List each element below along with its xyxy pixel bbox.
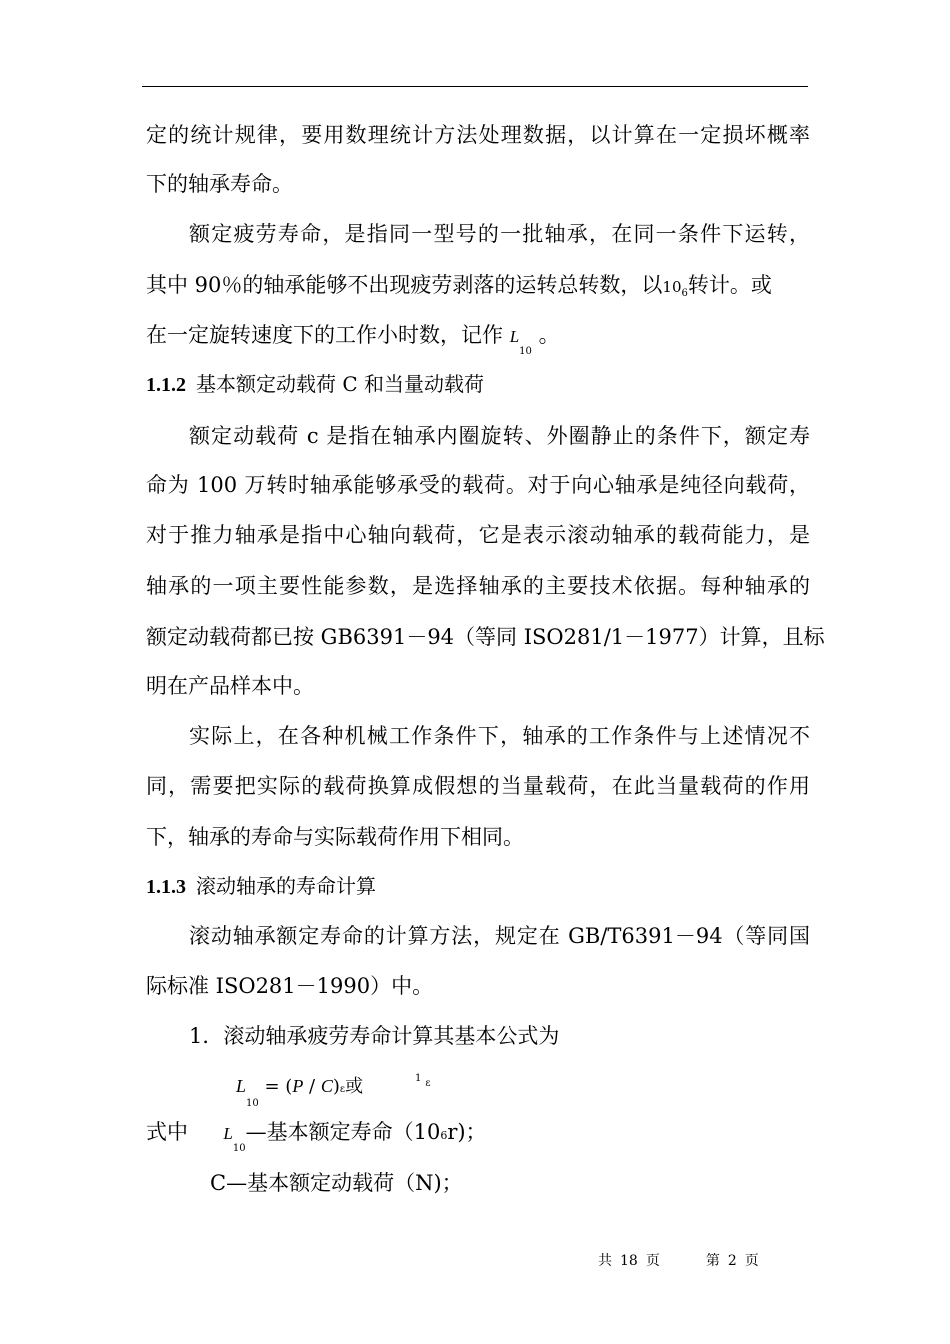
body-line: 额定动载荷都已按 GB6391－94（等同 ISO281/1－1977）计算，且标 (146, 625, 825, 649)
text: 或 (345, 1076, 364, 1097)
paragraph-line (189, 220, 810, 248)
header-rule (142, 86, 808, 87)
page-footer (598, 1250, 767, 1270)
exponent: 1 (415, 1073, 422, 1084)
superscript-text: 6 (681, 288, 688, 299)
page-number: 2 (727, 1253, 737, 1269)
body-line: 同，需要把实际的载荷换算成假想的当量载荷，在此当量载荷的作用 (146, 774, 810, 798)
body-line: 际标准 ISO281－1990）中。 (146, 974, 434, 998)
text: 其中 90％的轴承能够不出现疲劳剥落的运转总转数，以 (146, 273, 663, 297)
body-line: 命为 100 万转时轴承能够承受的载荷。对于向心轴承是纯径向载荷， (146, 473, 810, 497)
text: 转计。或 (687, 273, 772, 297)
body-line: 轴承的一项主要性能参数，是选择轴承的主要技术依据。每种轴承的 (146, 574, 810, 598)
footer-text: 页 (645, 1253, 660, 1269)
exponent: ε (339, 1084, 346, 1095)
text: 式中 (146, 1120, 188, 1144)
section-heading (146, 370, 810, 399)
body-line: 定的统计规律，要用数理统计方法处理数据，以计算在一定损坏概率 (146, 123, 810, 147)
definition-line: C—基本额定动载荷（N)； (210, 1171, 463, 1195)
footer-text: 第 (705, 1253, 720, 1269)
text: 10 (662, 278, 682, 296)
paragraph-line: 额定动载荷 c 是指在轴承内圈旋转、外圈静止的条件下，额定寿 (189, 424, 810, 448)
body-line (146, 321, 810, 366)
subscript-text: 10 (246, 1098, 259, 1109)
section-title: 滚动轴承的寿命计算 (196, 874, 376, 898)
math-operator: ) (332, 1076, 340, 1097)
footer-text: 页 (744, 1253, 759, 1269)
total-pages: 18 (620, 1253, 638, 1269)
footer-text: 共 (598, 1253, 612, 1269)
section-heading (146, 872, 810, 901)
math-symbol: L (236, 1076, 247, 1096)
text: —基本额定寿命（10 (245, 1120, 441, 1144)
list-item: 1．滚动轴承疲劳寿命计算其基本公式为 (189, 1024, 560, 1048)
subscript-text: 10 (232, 1143, 246, 1154)
math-symbol: C (320, 1076, 333, 1096)
math-symbol: L (223, 1124, 233, 1143)
body-line (146, 271, 810, 308)
subscript-text: 10 (519, 346, 532, 357)
formula-fragment (415, 1073, 431, 1089)
math-operator: = ( (264, 1076, 293, 1097)
superscript-text: 6 (440, 1129, 448, 1142)
definition-line (146, 1118, 810, 1163)
body-line: 下，轴承的寿命与实际载荷作用下相同。 (146, 825, 524, 849)
text: r)； (447, 1120, 487, 1144)
text: 。 (538, 323, 560, 347)
body-line: 下的轴承寿命。 (146, 172, 293, 196)
paragraph-line: 滚动轴承额定寿命的计算方法，规定在 GB/T6391－94（等同国 (189, 924, 810, 948)
section-number: 1.1.3 (146, 876, 186, 898)
exponent: ε (425, 1078, 431, 1089)
math-symbol: P (292, 1076, 304, 1096)
math-symbol: L (509, 327, 520, 346)
life-formula (236, 1075, 363, 1115)
paragraph-line: 实际上，在各种机械工作条件下，轴承的工作条件与上述情况不 (189, 724, 810, 748)
section-number: 1.1.2 (146, 374, 186, 396)
section-title: 基本额定动载荷 C 和当量动载荷 (196, 372, 485, 396)
text: 额定疲劳寿命，是指同一型号的一批轴承，在同一条件下运转， (189, 222, 810, 246)
text: 在一定旋转速度下的工作小时数，记作 (146, 323, 503, 347)
math-operator: / (303, 1076, 321, 1097)
body-line: 明在产品样本中。 (146, 674, 314, 698)
body-line: 对于推力轴承是指中心轴向载荷，它是表示滚动轴承的载荷能力，是 (146, 523, 810, 547)
